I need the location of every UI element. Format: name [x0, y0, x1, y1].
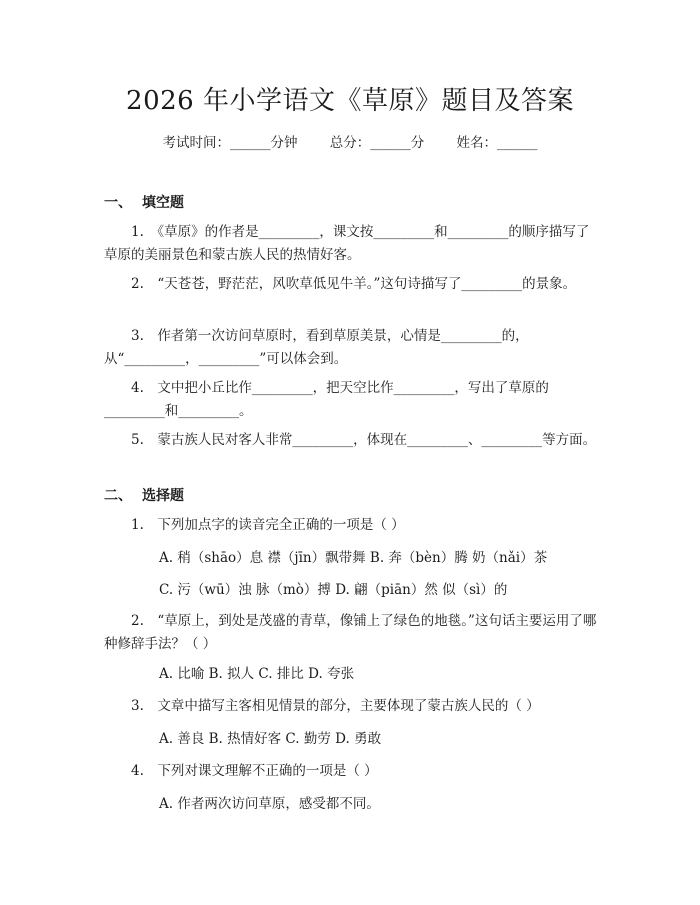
fill-blank-question-2: 2. “天苍苍，野茫茫，风吹草低见牛羊。”这句诗描写了_________的景象。 [131, 276, 577, 292]
choice-question-1-options-line-2: C. 污（wū）浊 脉（mò）搏 D. 翩（piān）然 似（sì）的 [159, 582, 508, 598]
choice-question-2-options: A. 比喻 B. 拟人 C. 排比 D. 夸张 [159, 666, 355, 682]
choice-question-4: 4. 下列对课文理解不正确的一项是（ ） [131, 763, 378, 779]
total-score: 总分：______分 [329, 135, 425, 151]
fill-blank-question-1: 1. 《草原》的作者是_________，课文按_________和_________的顺序描写了草原的美丽景色和蒙古族人民的热情好客。 [104, 224, 590, 263]
choice-question-2: 2. “草原上，到处是茂盛的青草，像铺上了绿色的地毯。”这句话主要运用了哪种修辞手法？（ ） [104, 613, 597, 652]
section-number: 一、 [104, 195, 132, 211]
student-name: 姓名：______ [456, 135, 538, 151]
choice-question-1: 1. 下列加点字的读音完全正确的一项是（ ） [131, 517, 405, 533]
choice-question-4-option-a: A. 作者两次访问草原，感受都不同。 [159, 796, 380, 812]
choice-question-3: 3. 文章中描写主客相见情景的部分，主要体现了蒙古族人民的（ ） [131, 698, 540, 714]
fill-blank-question-4: 4. 文中把小丘比作_________，把天空比作_________，写出了草原的_________和_________。 [104, 380, 549, 419]
page-title: 2026 年小学语文《草原》题目及答案 [126, 86, 574, 116]
exam-time: 考试时间：______分钟 [162, 135, 298, 151]
fill-blank-question-3: 3. 作者第一次访问草原时，看到草原美景，心情是_________的，从“_________，_________”可以体会到。 [104, 328, 529, 367]
fill-blank-question-5: 5. 蒙古族人民对客人非常_________，体现在_________、_________等方面。 [131, 432, 597, 448]
choice-question-3-options: A. 善良 B. 热情好客 C. 勤劳 D. 勇敢 [159, 731, 382, 747]
choice-question-1-options-line-1: A. 稍（shāo）息 襟（jīn）飘带舞 B. 奔（bèn）腾 奶（nǎi）茶 [159, 550, 548, 566]
section-label: 选择题 [142, 488, 184, 504]
section-number: 二、 [104, 488, 132, 504]
exam-meta [0, 131, 700, 151]
section-heading-fill-blank [104, 192, 184, 212]
section-heading-multiple-choice [104, 485, 184, 505]
section-label: 填空题 [142, 195, 184, 211]
